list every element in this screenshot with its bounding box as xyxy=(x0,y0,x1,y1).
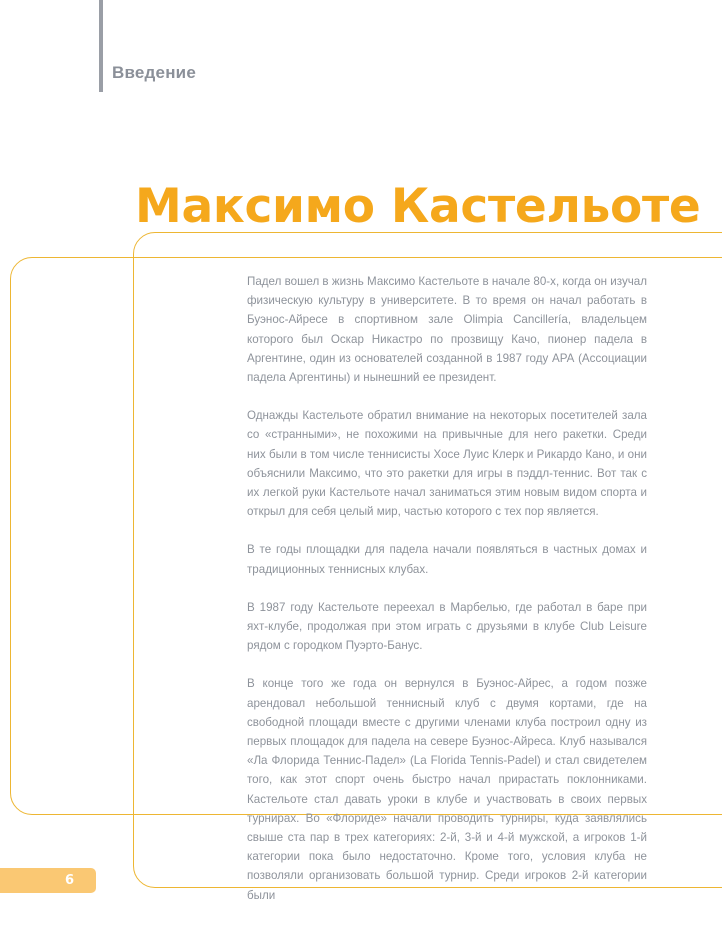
header-accent-rule xyxy=(99,0,103,92)
paragraph: В 1987 году Кастельоте переехал в Марбелью, где работал в баре при яхт-клубе, продолжая при этом играть с друзьями в клубе Club Leisure рядом с городком Пуэрто-Банус. xyxy=(247,600,647,653)
running-head: Введение xyxy=(112,63,196,82)
page-title: Максимо Кастельоте xyxy=(135,179,701,235)
page-number-badge xyxy=(0,868,96,893)
paragraph: Однажды Кастельоте обратил внимание на некоторых посетителей зала со «странными», не похожими на привычные для него ракетки. Среди них были в том числе теннисисты Хосе Луис Клерк и Рикардо Кано, и они объяснили Максимо, что это ракетки для игры в пэддл-теннис. Вот так с их легкой руки Кастельоте начал заниматься этим новым видом спорта и открыл для себя целый мир, частью которого с тех пор является. xyxy=(247,409,647,519)
page-number-value: 6 xyxy=(64,873,74,888)
paragraph: В те годы площадки для падела начали появляться в частных домах и традиционных теннисных клубах. xyxy=(247,543,647,576)
body-text xyxy=(247,272,647,905)
paragraph: Падел вошел в жизнь Максимо Кастельоте в начале 80-х, когда он изучал физическую культуру в университете. В то время он начал работать в Буэнос-Айресе в спортивном зале Olimpia Cancillería, владельцем которого был Оскар Никастро по прозвищу Качо, пионер падела в Аргентине, один из основателей созданной в 1987 году АРА (Ассоциации падела Аргентины) и нынешний ее президент. xyxy=(247,275,647,385)
paragraph: В конце того же года он вернулся в Буэнос-Айрес, а годом позже арендовал небольшой теннисный клуб с двумя кортами, где на свободной площади вместе с другими членами клуба построил одну из первых площадок для падела на севере Буэнос-Айреса. Клуб назывался «Ла Флорида Теннис-Падел» (La Florida Tennis-Padel) и стал свидетелем того, как этот спорт очень быстро начал прирастать поклонниками. Кастельоте стал давать уроки в клубе и участвовать в своих первых турнирах. Во «Флориде» начали проводить турниры, куда заявлялись свыше ста пар в трех категориях: 2-й, 3-й и 4-й мужской, а игроков 1-й категории пока было недостаточно. Кроме того, условия клуба не позволяли организовать большой турнир. Среди игроков 2-й категории были xyxy=(247,677,647,902)
